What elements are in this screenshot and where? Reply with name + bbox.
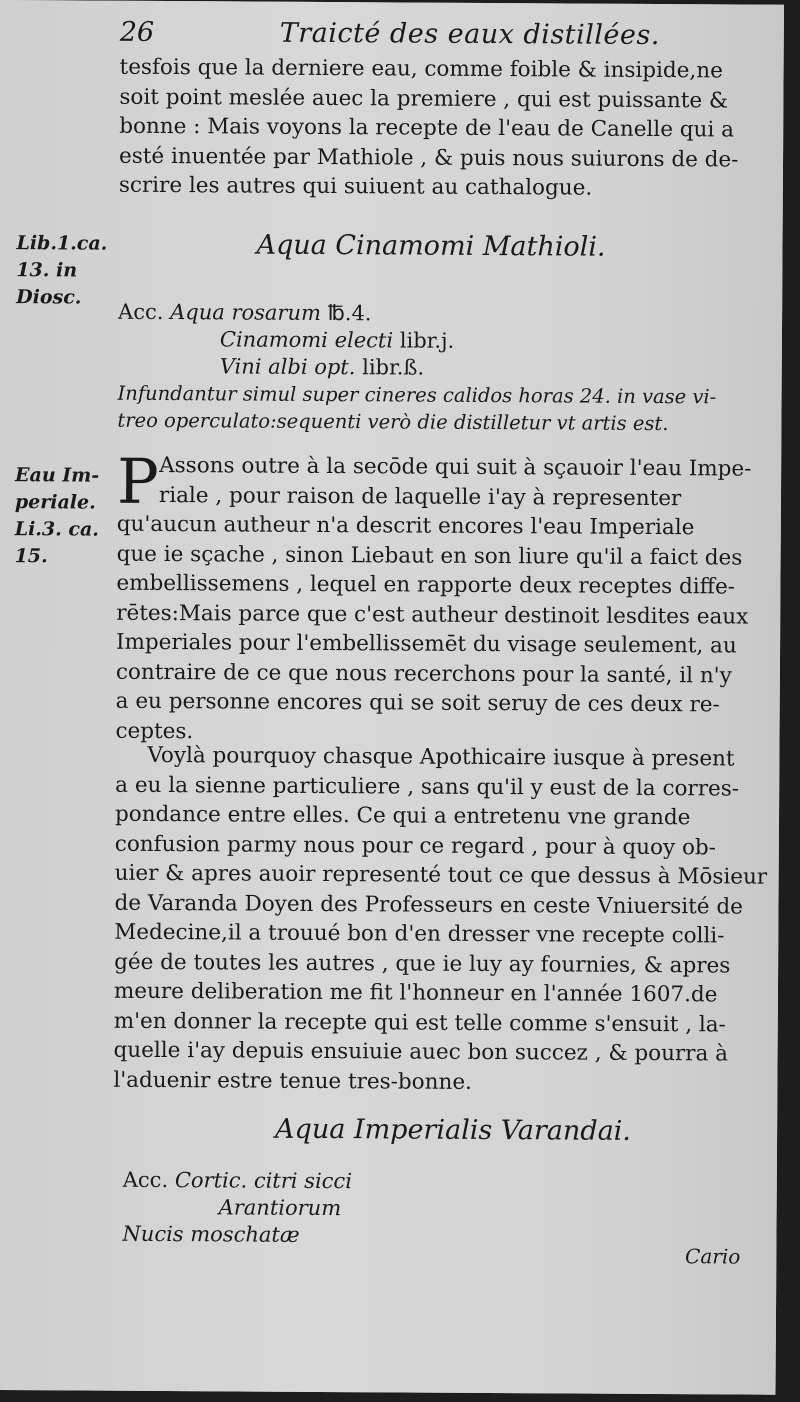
text-line: Voylà pourquoy chasque Apothicaire iusque à present bbox=[147, 742, 735, 772]
text-line: tesfois que la derniere eau, comme foible & insipide,ne bbox=[119, 54, 723, 84]
recipe-line bbox=[118, 299, 758, 330]
text-line: contraire de ce que nous recerchons pour la santé, il n'y bbox=[115, 659, 732, 688]
ingredient: Cinamomi electi bbox=[219, 327, 394, 353]
margin-line: Eau Im- bbox=[15, 464, 100, 487]
recipe-cinnamon bbox=[117, 299, 758, 438]
ingredient: Vini albi opt. bbox=[219, 354, 356, 380]
text-line: uier & apres auoir representé tout ce que dessus à Mōsieur bbox=[114, 860, 768, 890]
margin-line: Diosc. bbox=[16, 286, 82, 309]
intro-paragraph bbox=[119, 53, 750, 204]
text-line: Medecine,il a trouué bon d'en dresser vne recepte colli- bbox=[114, 919, 725, 949]
text-line: rētes:Mais parce que c'est autheur destinoit lesdites eaux bbox=[116, 600, 749, 630]
quantity: ℔.4. bbox=[327, 301, 372, 326]
text-line: m'en donner la recepte qui est telle comme s'ensuit , la- bbox=[113, 1008, 726, 1037]
margin-line: 13. in bbox=[16, 259, 78, 282]
page-header bbox=[120, 15, 740, 59]
text-line: esté inuentée par Mathiole , & puis nous suiurons de de- bbox=[118, 143, 739, 173]
text-line: quelle i'ay depuis ensuiuie auec bon succez , & pourra à bbox=[113, 1037, 729, 1067]
recipe-line bbox=[118, 326, 758, 357]
recipe-acc: Acc. bbox=[118, 299, 164, 325]
text-line: confusion parmy nous pour ce regard , pour à quoy ob- bbox=[114, 831, 717, 860]
margin-line: 15. bbox=[14, 545, 48, 568]
text-line: gée de toutes les autres , que ie luy ay fournies, & apres bbox=[114, 949, 731, 978]
paragraph-first-lines bbox=[158, 451, 752, 514]
recipe-heading-imperial: Aqua Imperialis Varandai. bbox=[275, 1113, 632, 1147]
drop-capital: P bbox=[116, 444, 160, 518]
ingredient: Nucis moschatæ bbox=[122, 1221, 300, 1247]
margin-note-reference bbox=[16, 230, 107, 312]
text-line: que ie sçache , sinon Liebaut en son liure qu'il a faict des bbox=[116, 541, 743, 571]
text-line: pondance entre elles. Ce qui a entretenu vne grande bbox=[114, 801, 691, 831]
margin-line: Lib.1.ca. bbox=[16, 232, 108, 255]
text-line: riale , pour raison de laquelle i'ay à representer bbox=[158, 482, 682, 511]
text-line: qu'aucun autheur n'a descrit encores l'eau Imperiale bbox=[116, 511, 695, 541]
text-line: embellissemens , lequel en rapporte deux receptes diffe- bbox=[116, 570, 736, 600]
text-line: l'aduenir estre tenue tres-bonne. bbox=[113, 1067, 473, 1095]
text-line: meure deliberation me fit l'honneur en l'année 1607.de bbox=[113, 978, 718, 1008]
margin-line: Li.3. ca. bbox=[14, 518, 99, 541]
text-line: de Varanda Doyen des Professeurs en ceste Vniuersité de bbox=[114, 890, 743, 920]
running-title: Traicté des eaux distillées. bbox=[279, 17, 660, 52]
paragraph-imperial-water bbox=[115, 510, 749, 750]
text-line: ceptes. bbox=[115, 718, 194, 744]
text-line: a eu la sienne particuliere , sans qu'il y eust de la corres- bbox=[115, 772, 740, 802]
text-line: bonne : Mais voyons la recepte de l'eau de Canelle qui a bbox=[119, 113, 734, 143]
ingredient: Aqua rosarum bbox=[170, 300, 322, 325]
ingredient: Cortic. citri sicci bbox=[174, 1168, 353, 1194]
text-line: Assons outre à la secōde qui suit à sçauoir l'eau Impe- bbox=[159, 452, 752, 482]
text-line: soit point meslée auec la premiere , qui est puissante & bbox=[119, 84, 729, 113]
catchword: Cario bbox=[685, 1244, 741, 1269]
margin-note-imperial bbox=[15, 462, 100, 571]
text-line: a eu personne encores qui se soit seruy de ces deux re- bbox=[115, 688, 720, 718]
quantity: libr.ß. bbox=[362, 355, 425, 380]
page-number: 26 bbox=[119, 16, 155, 48]
recipe-line bbox=[123, 1167, 683, 1197]
recipe-heading-cinnamon: Aqua Cinamomi Mathioli. bbox=[256, 229, 606, 263]
recipe-imperial bbox=[122, 1167, 682, 1251]
recipe-acc: Acc. bbox=[122, 1167, 169, 1193]
paragraph-varanda bbox=[113, 741, 768, 1099]
recipe-instruction: treo operculato:sequenti verò die distilletur vt artis est. bbox=[117, 408, 669, 436]
ingredient: Arantiorum bbox=[218, 1195, 342, 1221]
margin-line: periale. bbox=[14, 491, 96, 514]
recipe-line bbox=[118, 353, 758, 384]
recipe-instruction: Infundantur simul super cineres calidos horas 24. in vase vi- bbox=[117, 381, 717, 409]
text-line: scrire les autres qui suiuent au cathalogue. bbox=[118, 172, 593, 201]
text-line: Imperiales pour l'embellissemēt du visage seulement, au bbox=[116, 629, 737, 659]
quantity: libr.j. bbox=[399, 328, 455, 353]
